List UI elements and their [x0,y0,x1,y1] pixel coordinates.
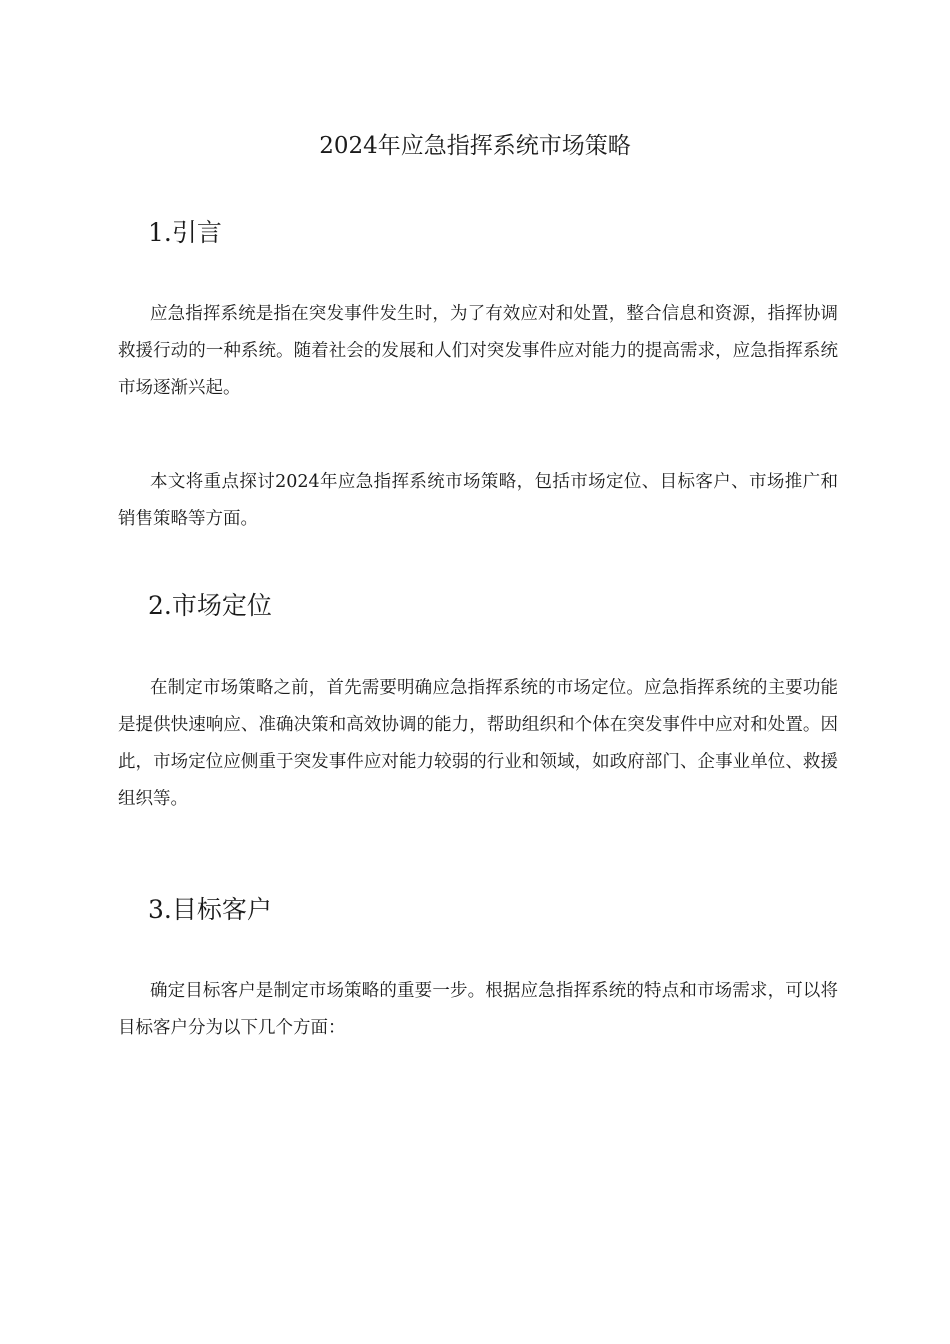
paragraph-market-positioning: 在制定市场策略之前，首先需要明确应急指挥系统的市场定位。应急指挥系统的主要功能是提供快速响应、准确决策和高效协调的能力，帮助组织和个体在突发事件中应对和处置。因此，市场定位应侧重于突发事件应对能力较弱的行业和领域，如政府部门、企事业单位、救援组织等。 [118,678,838,809]
document-title: 2024年应急指挥系统市场策略 [319,133,631,159]
section-heading-introduction: 1.引言 [148,218,222,247]
section-heading-market-positioning: 2.市场定位 [148,591,272,620]
paragraph-target-customers: 确定目标客户是制定市场策略的重要一步。根据应急指挥系统的特点和市场需求，可以将目标客户分为以下几个方面： [118,981,838,1038]
section-heading-target-customers: 3.目标客户 [148,895,272,924]
paragraph-introduction-1: 应急指挥系统是指在突发事件发生时，为了有效应对和处置，整合信息和资源，指挥协调救援行动的一种系统。随着社会的发展和人们对突发事件应对能力的提高需求，应急指挥系统市场逐渐兴起。 [118,304,838,398]
paragraph-introduction-2: 本文将重点探讨2024年应急指挥系统市场策略，包括市场定位、目标客户、市场推广和销售策略等方面。 [118,472,838,529]
